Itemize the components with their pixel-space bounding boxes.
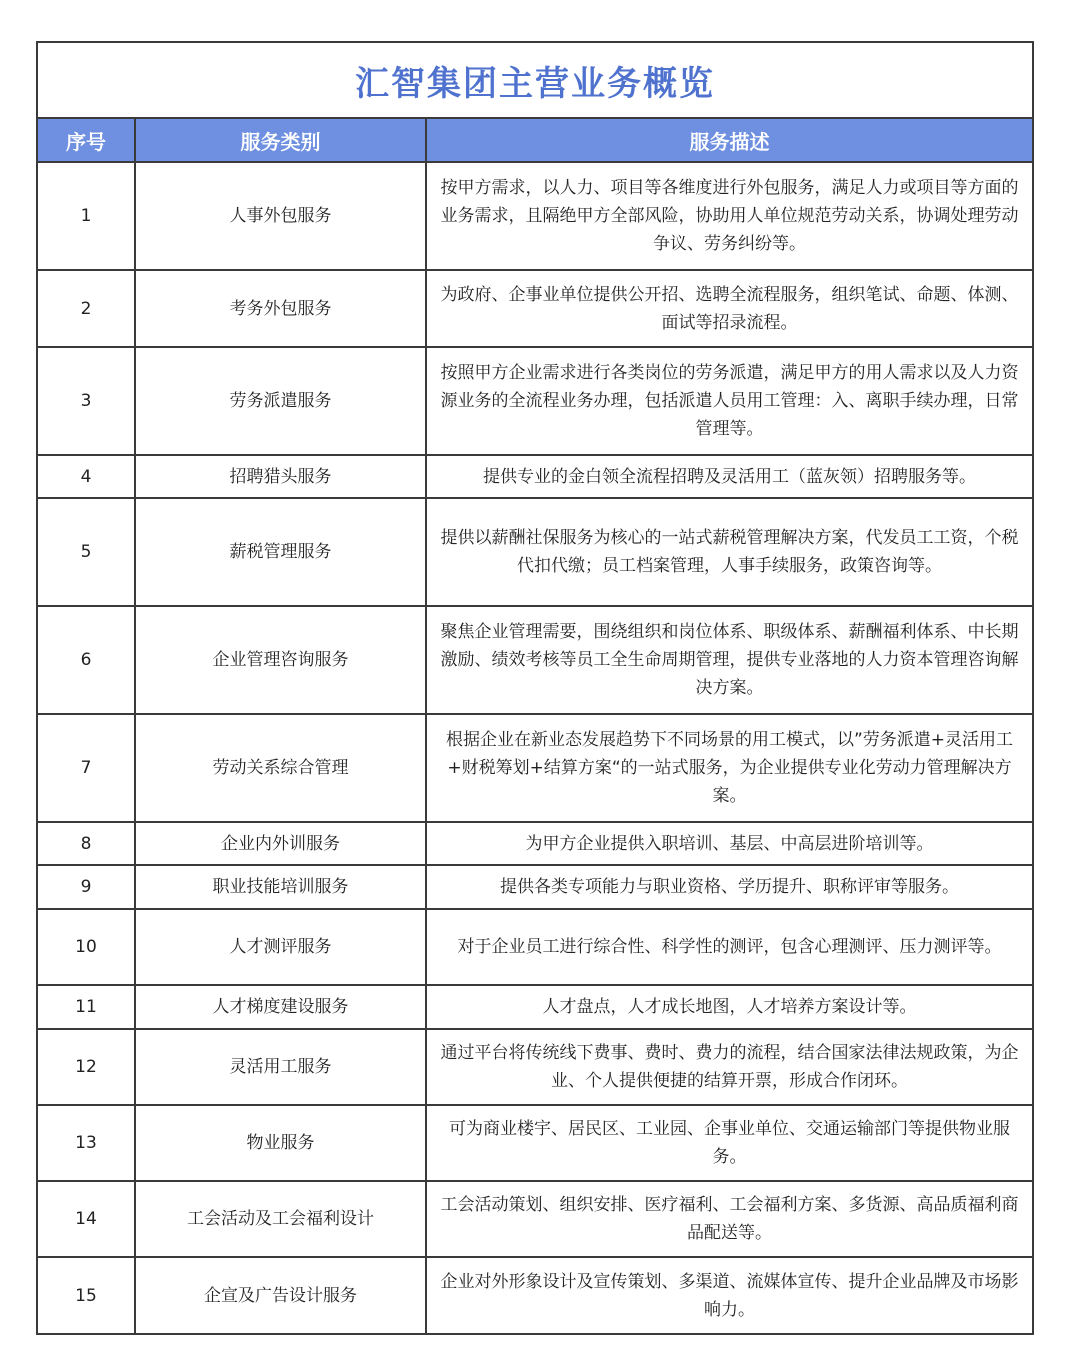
table-row — [38, 985, 1032, 1029]
table-row — [38, 606, 1032, 714]
row-category: 职业技能培训服务 — [135, 865, 426, 909]
page-title: 汇智集团主营业务概览 — [38, 43, 1032, 119]
table-row — [38, 1181, 1032, 1257]
table-header-row — [38, 119, 1032, 162]
table-row — [38, 865, 1032, 909]
row-description: 提供以薪酬社保服务为核心的一站式薪税管理解决方案，代发员工工资，个税代扣代缴；员工档案管理，人事手续服务，政策咨询等。 — [426, 498, 1032, 606]
table-row — [38, 714, 1032, 822]
row-index: 12 — [38, 1029, 135, 1105]
row-index: 6 — [38, 606, 135, 714]
row-description: 通过平台将传统线下费事、费时、费力的流程，结合国家法律法规政策，为企业、个人提供便捷的结算开票，形成合作闭环。 — [426, 1029, 1032, 1105]
table-row — [38, 347, 1032, 455]
row-category: 薪税管理服务 — [135, 498, 426, 606]
table-row — [38, 162, 1032, 270]
row-category: 物业服务 — [135, 1105, 426, 1181]
table-row — [38, 455, 1032, 498]
row-category: 人才测评服务 — [135, 909, 426, 985]
row-index: 3 — [38, 347, 135, 455]
row-index: 7 — [38, 714, 135, 822]
row-description: 为政府、企事业单位提供公开招、选聘全流程服务，组织笔试、命题、体测、面试等招录流程。 — [426, 270, 1032, 347]
row-category: 考务外包服务 — [135, 270, 426, 347]
table-row — [38, 498, 1032, 606]
row-index: 2 — [38, 270, 135, 347]
row-index: 15 — [38, 1257, 135, 1333]
table-row — [38, 909, 1032, 985]
table-row — [38, 1029, 1032, 1105]
row-category: 劳动关系综合管理 — [135, 714, 426, 822]
row-category: 企业内外训服务 — [135, 822, 426, 865]
row-index: 9 — [38, 865, 135, 909]
row-index: 1 — [38, 162, 135, 270]
header-description: 服务描述 — [426, 119, 1032, 162]
row-index: 8 — [38, 822, 135, 865]
row-category: 灵活用工服务 — [135, 1029, 426, 1105]
row-description: 按甲方需求，以人力、项目等各维度进行外包服务，满足人力或项目等方面的业务需求，且隔绝甲方全部风险，协助用人单位规范劳动关系，协调处理劳动争议、劳务纠纷等。 — [426, 162, 1032, 270]
row-index: 14 — [38, 1181, 135, 1257]
row-description: 按照甲方企业需求进行各类岗位的劳务派遣，满足甲方的用人需求以及人力资源业务的全流程业务办理，包括派遣人员用工管理：入、离职手续办理，日常管理等。 — [426, 347, 1032, 455]
header-category: 服务类别 — [135, 119, 426, 162]
row-description: 为甲方企业提供入职培训、基层、中高层进阶培训等。 — [426, 822, 1032, 865]
row-category: 劳务派遣服务 — [135, 347, 426, 455]
row-description: 工会活动策划、组织安排、医疗福利、工会福利方案、多货源、高品质福利商品配送等。 — [426, 1181, 1032, 1257]
row-index: 11 — [38, 985, 135, 1029]
row-description: 提供专业的金白领全流程招聘及灵活用工（蓝灰领）招聘服务等。 — [426, 455, 1032, 498]
row-index: 10 — [38, 909, 135, 985]
row-category: 人才梯度建设服务 — [135, 985, 426, 1029]
table-row — [38, 822, 1032, 865]
row-category: 人事外包服务 — [135, 162, 426, 270]
row-category: 招聘猎头服务 — [135, 455, 426, 498]
header-index: 序号 — [38, 119, 135, 162]
row-description: 对于企业员工进行综合性、科学性的测评，包含心理测评、压力测评等。 — [426, 909, 1032, 985]
row-index: 4 — [38, 455, 135, 498]
table-row — [38, 1257, 1032, 1333]
services-table — [38, 119, 1032, 1333]
row-description: 提供各类专项能力与职业资格、学历提升、职称评审等服务。 — [426, 865, 1032, 909]
row-description: 人才盘点，人才成长地图，人才培养方案设计等。 — [426, 985, 1032, 1029]
row-description: 根据企业在新业态发展趋势下不同场景的用工模式，以”劳务派遣+灵活用工+财税筹划+结算方案“的一站式服务，为企业提供专业化劳动力管理解决方案。 — [426, 714, 1032, 822]
table-row — [38, 1105, 1032, 1181]
row-category: 企宣及广告设计服务 — [135, 1257, 426, 1333]
row-description: 可为商业楼宇、居民区、工业园、企事业单位、交通运输部门等提供物业服务。 — [426, 1105, 1032, 1181]
row-description: 聚焦企业管理需要，围绕组织和岗位体系、职级体系、薪酬福利体系、中长期激励、绩效考核等员工全生命周期管理，提供专业落地的人力资本管理咨询解决方案。 — [426, 606, 1032, 714]
table-row — [38, 270, 1032, 347]
business-overview-table — [36, 41, 1034, 1335]
row-index: 13 — [38, 1105, 135, 1181]
row-category: 企业管理咨询服务 — [135, 606, 426, 714]
row-index: 5 — [38, 498, 135, 606]
row-description: 企业对外形象设计及宣传策划、多渠道、流媒体宣传、提升企业品牌及市场影响力。 — [440, 1271, 1019, 1320]
row-category: 工会活动及工会福利设计 — [135, 1181, 426, 1257]
